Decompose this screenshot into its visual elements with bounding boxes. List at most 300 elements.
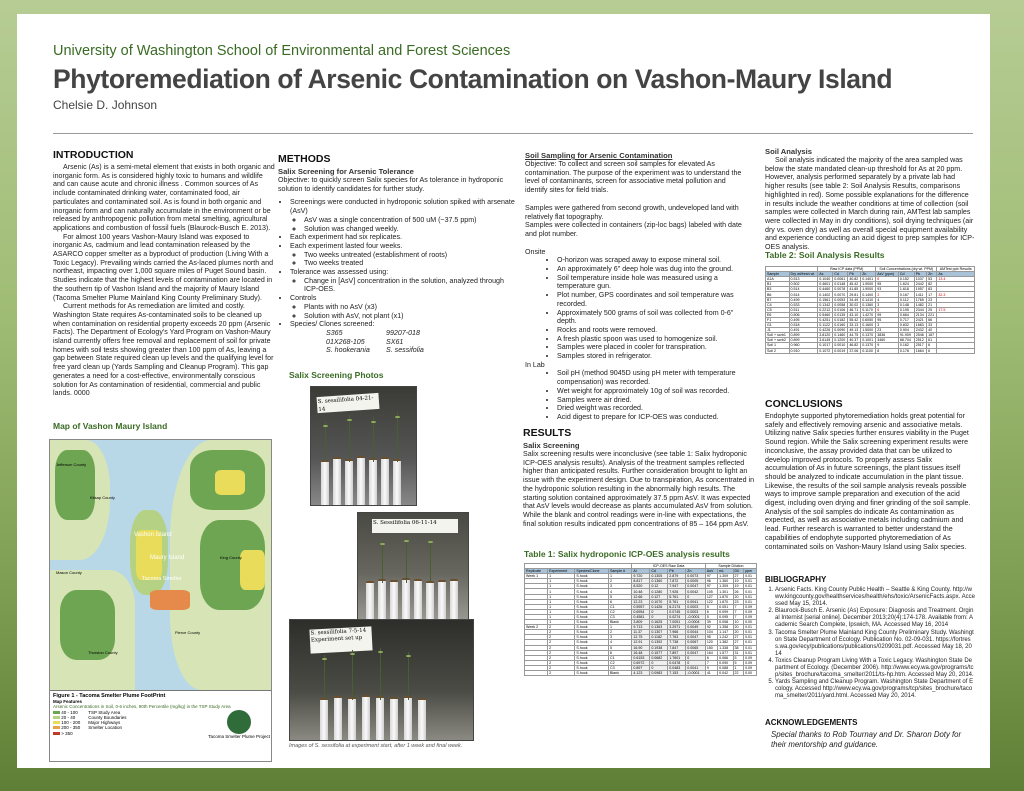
bibliography-list [765, 587, 975, 701]
table-cell: 0.6050 [861, 317, 876, 322]
table-cell: 2 [548, 635, 575, 640]
soil-sampling-objective: Objective: To collect and screen soil samples for elevated As contamination. The purpose of the experiment was to understand the level of contaminants, screen for associative metal pollution and identify sites for field trials. [525, 160, 742, 195]
intro-paragraph-3: Current methods for As remediation are limited and costly. Washington State requires As-contaminated soils to be cleaned up when contamination on residential property exceeds 20 ppm (Arsenic Facts). The Department of Ecology's Yard Program on Vashon-Maury island currently offers free removal and replacement of soil for private homes with soil tests showing greater than 100 ppm of As, leaving a gap between State required clean up levels and the qualifying level for free yard clean up (Yards Sampling and Cleanup Program). This gap generates a need for a cost-effective, environmentally conscious solution for As contamination of residential, commercial and public lands. 0000 [53, 302, 274, 398]
table-cell: 0.0042 [686, 589, 706, 594]
table-cell: Replicate [525, 569, 548, 574]
table-cell: 21 [927, 302, 937, 307]
table-cell: S.hook [575, 625, 609, 630]
table-cell: 0.042 [718, 670, 733, 675]
table-cell: 0 [650, 665, 668, 670]
photo-label: S. sessilifolia 04-21-14 [317, 393, 380, 413]
table-cell: 0.1001 [861, 338, 876, 343]
photo-caption: Images of S. sessifolia at experiment start, after 1 week and final week. [289, 743, 463, 749]
table-cell: 99 [876, 312, 899, 317]
table-cell: 1.7601 [668, 655, 686, 660]
table-cell: 0.1561 [818, 297, 833, 302]
list-item: ◦ Two weeks treated [304, 259, 516, 268]
table-cell: 40.37 [848, 338, 861, 343]
table-cell: 6 [876, 307, 899, 312]
list-item: • Species/ Clones screened: [290, 320, 516, 329]
table-cell: 0.0148 [833, 282, 848, 287]
test-tube [390, 580, 398, 621]
legend-item: 20 - 40 [53, 715, 80, 720]
table-cell: 66 [927, 317, 937, 322]
inlab-list [525, 369, 749, 421]
table-cell: 61 [927, 338, 937, 343]
table-cell: S.hook [575, 604, 609, 609]
table1-title: Table 1: Salix hydroponic ICP-OES analysis results [524, 549, 730, 559]
table-cell: S.hook [575, 630, 609, 635]
table-cell: 0.1360 [650, 579, 668, 584]
map-legend-subtitle: Arsenic Concentrations in Soil, 0-6 inches, 90th Percentile (mg/kg) in the TSP Study Area [53, 704, 231, 710]
introduction-heading: INTRODUCTION [53, 149, 134, 161]
table-cell: B7 [766, 297, 790, 302]
table-cell: 7.926 [668, 589, 686, 594]
legend-item: Major Highways [88, 720, 121, 726]
table-cell: Sample [766, 272, 790, 277]
table-cell: 2 [548, 630, 575, 635]
poster-title: Phytoremediation of Arsenic Contamination on Vashon-Maury Island [53, 64, 893, 94]
table-cell: 0.0745 [668, 609, 686, 614]
table-cell: 6.2174 [668, 604, 686, 609]
table-cell: 0.502 [789, 282, 818, 287]
map-plume-zone [55, 450, 95, 520]
table-cell: 0.499 [789, 297, 818, 302]
table-cell: 2 [548, 625, 575, 630]
author-name: Chelsie D. Johnson [53, 98, 158, 112]
table-cell: 2442 [914, 282, 926, 287]
table-cell: 0.1070 [650, 599, 668, 604]
table-cell: 1 [608, 574, 631, 579]
table-cell: 7.153 [668, 670, 686, 675]
table-cell: 0.0049 [686, 625, 706, 630]
acknowledgements-section [765, 718, 975, 749]
table-cell: 1 [548, 579, 575, 584]
table-cell: 6 [927, 343, 937, 348]
table-cell: Week 1 [525, 574, 548, 579]
table-cell: 0.514 [789, 292, 818, 297]
table-cell: 0.01 [744, 594, 757, 599]
table-cell: 0.0044 [686, 630, 706, 635]
plant-leaf [378, 651, 383, 653]
table-cell: 2 [548, 655, 575, 660]
plant-stem [430, 539, 431, 583]
list-item: • Samples were air dried. [557, 396, 749, 405]
table-cell: 1.360 [718, 579, 733, 584]
table-cell: 7.897 [668, 650, 686, 655]
table-cell: 0.1402 [818, 292, 833, 297]
table-cell: 6 [608, 650, 631, 655]
table-cell: 0.0010 [833, 343, 848, 348]
table-cell: S.hook [575, 599, 609, 604]
table-cell: 1 [733, 665, 744, 670]
table-cell: 1.301 [718, 589, 733, 594]
table-cell: Species/Clone [575, 569, 609, 574]
table-cell: 2134 [914, 312, 926, 317]
table-cell: 20 [733, 625, 744, 630]
table-cell: 0.12 [650, 584, 668, 589]
table-cell: 9.720 [632, 574, 650, 579]
table-cell: 13.4 [937, 277, 975, 282]
table-cell: ICP-OES Raw Data [632, 564, 705, 569]
table-cell: 0.0047 [686, 635, 706, 640]
table-cell: 0.01 [744, 579, 757, 584]
table-cell: 0.511 [789, 307, 818, 312]
legend-item: 100 - 200 [53, 720, 80, 725]
table-cell: 0.0090 [833, 328, 848, 333]
table-cell: Cd [898, 272, 914, 277]
table-cell: mL [718, 569, 733, 574]
table-cell: 22 [733, 670, 744, 675]
table-cell: C3 [608, 614, 631, 619]
map-label-smelter: Tacoma Smelter [142, 576, 182, 582]
onsite-list [525, 256, 749, 360]
photo-label: S. Sessilifolia 06-11-14 [372, 519, 458, 533]
table-cell: 0.09 [744, 609, 757, 614]
table-cell: 0.5957 [632, 604, 650, 609]
list-item: ◦ AsV was a single concentration of 500 uM (~37.5 ppm) [304, 216, 516, 225]
plant-leaf [380, 543, 385, 545]
table-cell: 0.195 [898, 307, 914, 312]
table-cell: 0 [650, 614, 668, 619]
table-cell: 0.0682 [650, 655, 668, 660]
list-item: • A fresh plastic spoon was used to homogenize soil. [557, 335, 749, 344]
list-item: • Soil temperature inside hole was measured using a temperature gun. [557, 274, 749, 291]
plant-leaf [404, 540, 409, 542]
table-cell: 8.817 [632, 579, 650, 584]
table-cell: 46.71 [848, 307, 861, 312]
table-cell: 0.0047 [686, 584, 706, 589]
table-cell: S.hook [575, 589, 609, 594]
table-cell: 0.1170 [861, 307, 876, 312]
table-cell: 0.09 [744, 604, 757, 609]
table-cell: 1683 [914, 323, 926, 328]
plant-stem [406, 537, 407, 583]
table-cell: 0.899 [789, 338, 818, 343]
table-cell: 1.9000 [861, 287, 876, 292]
table-cell: 0 [650, 609, 668, 614]
intro-paragraph-2: For almost 100 years Vashon-Maury Island was exposed to inorganic As, cadmium and lead contamination released by the ASARCO copper smelter as a byproduct of production (Living With a Toxic Legacy). Prevailing winds carried the As-laced plumes north and northeast, impacting over 1,000 square miles of Puget Sound basin. Studies indicate that the highest levels of contamination are located in the southern tip of Vashon Island and the majority of Maury Island (Tacoma Smelter Plume Mainland King County Preliminary Study). [53, 232, 274, 302]
table-cell: 0.960 [789, 343, 818, 348]
table-cell: 0.00 [744, 620, 757, 625]
table-cell: 16.90 [632, 645, 650, 650]
table-cell: 7.0051 [668, 620, 686, 625]
table-cell: 0.0061 [833, 277, 848, 282]
table-cell [937, 348, 975, 353]
table-cell: 1 [608, 625, 631, 630]
table-cell: 2 [548, 665, 575, 670]
table-cell: 34.49 [848, 297, 861, 302]
plant-stem [352, 650, 353, 700]
table-cell: 0.112 [898, 297, 914, 302]
table-cell: 16.48 [632, 650, 650, 655]
plant-leaf [428, 541, 433, 543]
table-cell: 3.809 [632, 620, 650, 625]
table-cell: 30.02 [848, 302, 861, 307]
test-tube [345, 459, 353, 505]
list-item: • Wet weight for approximately 10g of soil was recorded. [557, 387, 749, 396]
table-cell: 1 [548, 589, 575, 594]
soil-sampling-section [525, 151, 749, 422]
map-title: Map of Vashon Maury Island [53, 421, 168, 431]
table-cell: 0.1577 [650, 650, 668, 655]
test-tube [393, 459, 401, 505]
table-cell: 0.4601 [818, 282, 833, 287]
map-label-pierce: Pierce County [175, 630, 201, 635]
table-cell: 41.85 [848, 287, 861, 292]
table-cell: 1.870 [718, 599, 733, 604]
table-cell: A1A [766, 277, 790, 282]
map-label-jefferson: Jefferson County [56, 462, 87, 467]
table-cell: 0.0041 [686, 599, 706, 604]
table-cell: 105 [705, 589, 717, 594]
table-cell: 0.09 [744, 614, 757, 619]
clone-name: SX61 [386, 337, 404, 346]
table-cell: 104 [705, 630, 717, 635]
soil-sampling-heading: Soil Sampling for Arsenic Contamination [525, 151, 673, 160]
table-cell: S.hook [575, 609, 609, 614]
table-cell: 2512 [914, 338, 926, 343]
table-row [766, 292, 975, 297]
table-cell: 0.051 [718, 604, 733, 609]
table-cell: F1 [766, 317, 790, 322]
test-tube [334, 696, 342, 740]
table-cell: AMTest ppb Results [937, 267, 975, 272]
table-cell: Pb [668, 569, 686, 574]
table-cell: 0.899 [789, 333, 818, 338]
table-cell: 1.382 [718, 640, 733, 645]
table-cell: 127 [705, 594, 717, 599]
table-cell: 10.48 [632, 589, 650, 594]
table-cell: 5.761 [668, 594, 686, 599]
results-heading: RESULTS [523, 427, 572, 439]
table-cell: 0.09 [744, 665, 757, 670]
table-cell: Soil 2 [766, 348, 790, 353]
table-cell: 25 [927, 307, 937, 312]
table-cell: 12.66 [632, 594, 650, 599]
table-cell: Pb [848, 272, 861, 277]
table-cell: 1 [548, 620, 575, 625]
table-cell: Sample Dilution [705, 564, 756, 569]
table-cell: 8 [876, 348, 899, 353]
table-cell: 9 [705, 665, 717, 670]
soil-analysis-heading: Soil Analysis [765, 147, 812, 156]
table-cell: 2517 [914, 343, 926, 348]
plant-stem [349, 415, 350, 462]
table-cell: 0.1342 [818, 302, 833, 307]
soil-sampling-p2: Samples were collected in containers (zip-loc bags) labeled with date and plot number. [525, 221, 742, 238]
table-cell: 5.761 [668, 599, 686, 604]
table-cell: 0.1392 [650, 640, 668, 645]
table-cell: B1 [766, 282, 790, 287]
soil-analysis-text: Soil analysis indicated the majority of the area sampled was below the state mandated clean-up threshold for As at 20 ppm. However, analysis performed separately by a private lab had higher results (see table 2: Soil Analysis Results, comparisons highlighted in red). Some possible explanations for the difference in results include the weather conditions at time of collection (soil samples were collected in March during rain, AMTest lab samples were collected in May in dry conditions), soil drying techniques (air dry vs. oven dry) as well as overall special equipment availability and experience conducting an acid digest to prep samples for ICP-OES analysis. [765, 156, 975, 252]
table-cell: S.hook [575, 660, 609, 665]
table-cell: 0.1370 [861, 333, 876, 338]
table-cell: 1.147 [718, 630, 733, 635]
table-cell: 46.82 [848, 343, 861, 348]
agency-logo [227, 710, 251, 734]
table-cell: 0.0106 [833, 307, 848, 312]
table-cell: 4 [608, 589, 631, 594]
table-cell: S.hook [575, 594, 609, 599]
plant-stem [382, 541, 383, 583]
clone-name: 99207-018 [386, 328, 420, 337]
table-cell: 0.066 [718, 655, 733, 660]
introduction-section [53, 149, 275, 398]
table-cell: 221 [927, 312, 937, 317]
table-cell: 2 [608, 579, 631, 584]
table-cell: 0.127 [650, 594, 668, 599]
table-cell: 0.513 [789, 277, 818, 282]
table-cell: 7 [733, 614, 744, 619]
table-cell: 37.06 [848, 348, 861, 353]
list-item: • Samples were placed in cooler for transpiration. [557, 343, 749, 352]
list-item: • Acid digest to prepare for ICP-OES was conducted. [557, 413, 749, 422]
table-cell: 1 [548, 594, 575, 599]
table-cell: Blank [608, 620, 631, 625]
table-cell: Dil. [733, 569, 744, 574]
table-cell: S.hook [575, 620, 609, 625]
table-cell: 0.00 [744, 670, 757, 675]
table-cell: 2344 [914, 307, 926, 312]
table-cell: 0.0182 [833, 317, 848, 322]
table-cell: C1 [608, 655, 631, 660]
table-cell: 0.1017 [818, 343, 833, 348]
table-cell: 31 [733, 650, 744, 655]
clone-name: S365 [326, 328, 343, 337]
list-item: ◦ Solution with AsV, not plant (x1) [304, 312, 516, 321]
table-cell: 0.09 [744, 655, 757, 660]
test-tube [402, 578, 410, 621]
table-cell: 93 [876, 287, 899, 292]
table-cell: 3 [876, 292, 899, 297]
table-cell: 0.717 [898, 317, 914, 322]
table-cell: 0.5460 [818, 312, 833, 317]
table-cell: 2432 [914, 328, 926, 333]
table-cell: 0.0047 [686, 650, 706, 655]
table-row [766, 307, 975, 312]
legend-item: County Boundaries [88, 714, 127, 720]
table-cell: Soil 1 [766, 343, 790, 348]
table-cell: S.hook [575, 579, 609, 584]
table-cell: 0.2212 [818, 307, 833, 312]
conclusions-text: Endophyte supported phytoremediation holds great potential for safely and effectively removing arsenic and associative metals. Utilizing native Salix species further ensures viability in the Puget Sound region. While the Salix screening experiment results were inconclusive, the assay provided data that can be utilized to develop improved protocols. To properly assess Salix accumulation of As in future screenings, the plant tissues itself should be analyzed to indicate accumulation in the plant tissue. Likewise, the results of the soil sample analysis reveals possible ways to improve sample preparation and execution of the acid digest, including oven drying and finer grinding of the soil sample. Analysis of the soil samples do indicate As contamination as expected, as well as associative metals including cadmium and lead. Further research is warranted to better understand the capabilities of endophyte supported phytoremediation of As contaminated soils on Vashon-Maury Island using Salix species. [765, 412, 971, 551]
table-cell: 0.0483 [668, 665, 686, 670]
table-cell: 7.966 [668, 630, 686, 635]
table-cell: 0.0135 [833, 312, 848, 317]
table-cell: 55.42 [848, 317, 861, 322]
list-item: • Each experiment lasted four weeks. [290, 242, 516, 251]
list-item: • Approximately 500 grams of soil was collected from 0-6" depth. [557, 309, 749, 326]
plant-stem [408, 652, 409, 700]
table-cell: 0.1370 [861, 343, 876, 348]
table-cell: 0 [686, 660, 706, 665]
table-cell: AsV [705, 569, 717, 574]
table-cell: 1411 [914, 292, 926, 297]
table-cell: 3 [608, 584, 631, 589]
table-cell: Al [632, 569, 650, 574]
table-cell: 1.242 [718, 635, 733, 640]
table-cell: 0.6153 [632, 655, 650, 660]
table-cell: 38 [733, 645, 744, 650]
test-tube [450, 579, 458, 621]
table-cell: 0.491 [789, 328, 818, 333]
salix-photo-1 [310, 386, 417, 506]
table-cell: 0.6954 [632, 609, 650, 614]
table-cell: 7 [733, 604, 744, 609]
table-cell: 0.01 [744, 630, 757, 635]
table-cell: 0.910 [789, 348, 818, 353]
table-cell: 27 [733, 635, 744, 640]
table-cell: 0.0019 [833, 348, 848, 353]
table-cell: 3 [608, 635, 631, 640]
table-cell: 1482 [914, 302, 926, 307]
table-cell: 2421 [914, 317, 926, 322]
table-cell: 0.167 [898, 292, 914, 297]
table-cell: 0.0053 [833, 297, 848, 302]
vashon-map [49, 439, 272, 762]
table-cell: S.hook [575, 665, 609, 670]
table-cell: 0.1182 [650, 635, 668, 640]
table-cell: 1.577 [718, 650, 733, 655]
table-cell: 0.1401 [861, 277, 876, 282]
methods-subheading: Salix Screening for Arsenic Tolerance [278, 167, 414, 176]
table-cell: Week 2 [525, 625, 548, 630]
table-cell: 7 [705, 660, 717, 665]
table-cell: 0.6972 [632, 660, 650, 665]
table-row [525, 670, 757, 675]
table-cell: C1 [608, 604, 631, 609]
clone-name: 01X268-105 [326, 337, 365, 346]
soil-sampling-p1: Samples were gathered from second growth, undeveloped land with relatively flat topography. [525, 203, 739, 221]
table-cell: 0.178 [898, 348, 914, 353]
table-cell: 4.123 [632, 670, 650, 675]
photo-label: S. sessilifolia 7-5-14 Experiment set up [309, 626, 372, 653]
map-label-kitsap: Kitsap County [90, 495, 115, 500]
table-cell: 6 [876, 277, 899, 282]
table-cell: 91.909 [898, 333, 914, 338]
table-cell: 6 [705, 655, 717, 660]
clone-name: S. sessifolia [386, 346, 424, 355]
table-cell: 1.624 [898, 282, 914, 287]
table-cell: 0.1200 [833, 338, 848, 343]
test-tube [362, 695, 370, 740]
table-cell: 0.0003 [686, 609, 706, 614]
table-cell: G1 [766, 323, 790, 328]
list-item: • Soil pH (method 9045D using pH meter with temperature compensation) was recorded. [557, 369, 749, 386]
table-cell: Zn [861, 272, 876, 277]
table1 [524, 563, 757, 676]
test-tube [381, 457, 389, 505]
table-row [766, 348, 975, 353]
acknowledgements-heading: ACKNOWLEDGEMENTS [765, 718, 858, 727]
table-cell: C2 [608, 609, 631, 614]
table-cell: 122 [705, 599, 717, 604]
table-cell: 1.4270 [861, 312, 876, 317]
table-cell: 0.01 [744, 640, 757, 645]
legend-item: TSP Study Area [88, 709, 121, 715]
table-cell: 17 [927, 292, 937, 297]
reference-item: 5. Yards Sampling and Cleanup Program. Washington State Department of Ecology. Accessed http://www.ecy.wa.gov/programs/tcp/sites_brochure/tacoma_smelter/2011/yard.html. Accessed May 20, 2014. [775, 679, 975, 700]
test-tube [357, 456, 365, 505]
table-cell: 0.0003 [686, 604, 706, 609]
table-row [766, 277, 975, 282]
table-cell: 3.6145 [818, 338, 833, 343]
table-cell: 120 [705, 640, 717, 645]
table-cell: 7.947 [668, 584, 686, 589]
table-cell: 40.82 [848, 277, 861, 282]
table-cell: 2 [548, 650, 575, 655]
